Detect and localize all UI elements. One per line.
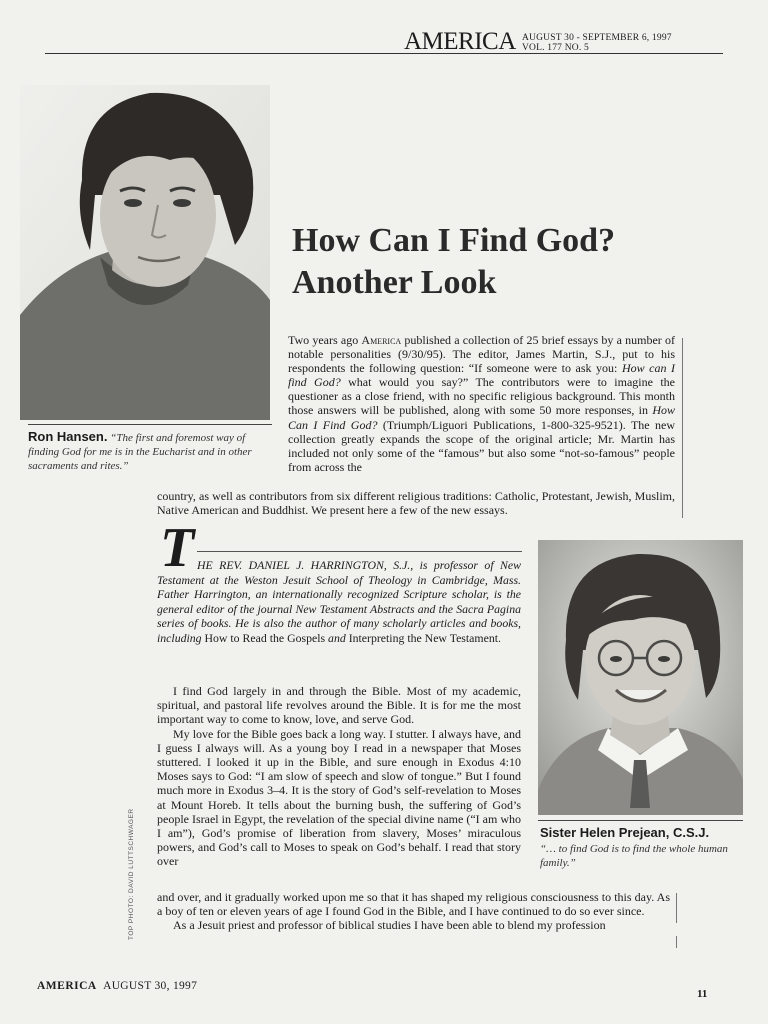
essay-paragraph: As a Jesuit priest and professor of biblical studies I have been able to blend my profession [173,918,606,933]
intro-text: country, as well as contributors from six different religious traditions: Catholic, Protestant, Jewish, Muslim, Native American and Buddhist. We present here a few of the new essays. [157,489,675,518]
intro-publication: America [361,333,402,347]
bio-text: and [325,630,349,645]
author-bio [157,558,521,646]
ron-hansen-photo [20,85,270,420]
drop-cap: T [160,517,195,579]
caption-quote: “… to find God is to find the whole human family.” [540,843,728,869]
caption-rule [28,424,272,425]
issue-info [522,33,672,53]
bio-book: How to Read the Gospels [204,630,326,645]
caption-rule [538,820,743,821]
page-number: 11 [697,988,708,1000]
intro-paragraph [288,333,675,474]
intro-text: published a collection of 25 brief essays by a number of notable personalities (9/30/95). The editor, James Martin, S.J., put to his respondents the following question: “If someone were to ask you: [288,333,675,376]
intro-text: what would you say?” The contributors were to imagine the questioner as a close friend, with no specific religious background. This month those answers will be published, along with some 50 more responses, in [288,375,675,418]
helen-prejean-photo [538,540,743,815]
masthead: AMERICA [404,28,516,55]
footer-magazine: AMERICA [37,980,97,992]
caption-helen-prejean [540,826,740,870]
footer-date: AUGUST 30, 1997 [103,980,198,992]
article-title-line1: How Can I Find God? [292,222,616,259]
intro-text: (Triumph/Liguori Publications, 1-800-325-9521). The new collection greatly expands the scope of the original article; Mr. Martin has included not only some of the “famous” but also some “not-so-famous” people from across the [288,417,675,474]
header-rule [45,53,723,54]
intro-question: How can I find God? [288,361,675,390]
bio-book: Interpreting the New Testament. [348,630,501,645]
intro-text: Two years ago [288,333,362,347]
bio-rule [197,551,522,552]
column-rule [676,893,677,923]
caption-ron-hansen [28,430,273,473]
footer [37,980,197,992]
bio-text: HE REV. DANIEL J. HARRINGTON, S.J., is professor of New Testament at the Weston Jesuit School of Theology in Cambridge, Mass. Father Harrington, an internationally recognized Scripture scholar, is the general editor of the journal New Testament Abstracts and the Sacra Pagina series of books. He is also the author of many scholarly articles and books, including [157,558,521,645]
essay-paragraph: I find God largely in and through the Bible. Most of my academic, spiritual, and pastoral life revolves around the Bible. It is for me the most important way to come to know, love, and serve God. [157,684,521,727]
issue-dates: AUGUST 30 - SEPTEMBER 6, 1997 [522,33,672,43]
article-title-line2: Another Look [292,264,497,301]
intro-continuation [157,489,675,517]
intro-book-title: How Can I Find God? [288,403,675,432]
essay-paragraph: and over, and it gradually worked upon me so that it has shaped my religious consciousness to this day. As a boy of ten or eleven years of age I found God in the Bible, and I have continued to do so ever since. [157,890,670,919]
caption-name: Ron Hansen. [28,429,108,444]
article-title [292,220,722,304]
photo-credit: TOP PHOTO: DAVID LUTTSCHWAGER [128,808,135,940]
essay-continuation [157,890,670,933]
column-rule [676,936,677,948]
caption-quote: “The first and foremost way of finding God for me is in the Eucharist and in other sacraments and rites.” [28,432,252,472]
column-rule [682,338,683,518]
essay-column [157,684,521,869]
essay-paragraph: My love for the Bible goes back a long way. I stutter. I always have, and I guess I always will. As a young boy I read in a newspaper that Moses stuttered. I looked it up in the Bible, and sure enough in Exodus 4:10 Moses says to God: “I am slow of speech and slow of tongue.” But I found much more in Exodus 3–4. It is the story of God’s self-revelation to Moses at Mount Horeb. It tells about the burning bush, the suffering of God’s people Israel in Egypt, the revelation of the special divine name (“I am who I am”), God’s promise of liberation from slavery, Moses’ miraculous powers, and God’s call to Moses to speak on God’s behalf. I read that story over [157,726,521,869]
caption-name: Sister Helen Prejean, C.S.J. [540,825,710,840]
issue-volume: VOL. 177 NO. 5 [522,43,589,53]
